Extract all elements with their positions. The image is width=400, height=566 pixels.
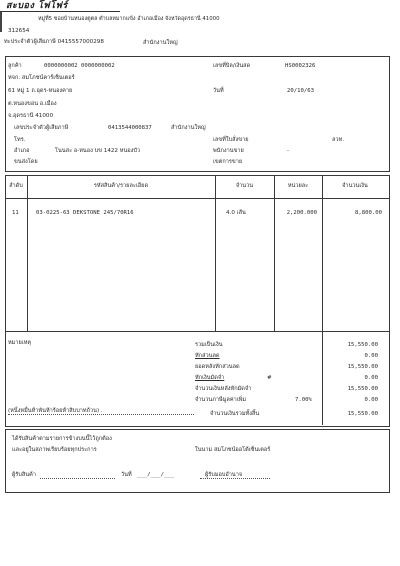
- credit-terms: ลวท.: [332, 137, 345, 143]
- col-divider-4: [322, 175, 323, 331]
- row-unit-price: 2,200.000: [286, 210, 317, 216]
- after-discount-value: 15,550.00: [347, 364, 378, 370]
- receive-date-label: วันที่: [121, 472, 132, 478]
- vat-value: 0.00: [364, 397, 378, 403]
- after-deposit-value: 15,550.00: [347, 386, 378, 392]
- grand-total-value: 15,550.00: [347, 411, 378, 417]
- col-divider-3: [274, 175, 275, 331]
- row-quantity: 4.0 เส้น: [226, 210, 246, 216]
- company-tax-id: ทะประจำตัวผู้เสียภาษี 0415557000298: [4, 39, 104, 45]
- authorized-label: ผู้รับมอบอำนาจ: [205, 472, 243, 478]
- row-amount: 8,800.00: [355, 210, 382, 216]
- col-header-quantity: จำนวน: [235, 183, 254, 189]
- deposit-label: หักเงินมัดจำ: [195, 375, 225, 381]
- customer-address-2: ต.หนองขอน อ.เมือง: [8, 101, 57, 107]
- grand-total-label: จำนวนเงินรวมทั้งสิ้น: [210, 411, 260, 417]
- receiver-label: ผู้รับสินค้า: [12, 472, 36, 478]
- col-divider-2: [215, 175, 216, 331]
- company-phone: 312654: [8, 28, 30, 34]
- customer-code-label: ลูกค้า: [8, 63, 22, 69]
- customer-info-box: [5, 56, 390, 172]
- customer-district-note: โนนสะ อ-หนอง บข 1422 หนองบัว: [55, 148, 141, 154]
- after-deposit-label: จำนวนเงินหลังหักมัดจำ: [195, 386, 252, 392]
- vat-rate: 7.00%: [295, 397, 312, 403]
- sales-zone-label: เขตการขาย: [213, 159, 243, 165]
- amount-in-words: (หนึ่งหมื่นห้าพันห้าร้อยห้าสิบบาทถ้วน) .: [8, 408, 103, 414]
- subtotal-value: 15,550.00: [347, 342, 378, 348]
- customer-tax-branch: สำนักงานใหญ่: [171, 125, 206, 131]
- company-name: สะบอง โฟโฟร์: [6, 1, 68, 11]
- deposit-hash: #: [267, 375, 272, 381]
- salesperson-label: พนักงานขาย: [213, 148, 244, 154]
- col-header-unit-price: หน่วยละ: [287, 183, 309, 189]
- col-divider-1: [27, 175, 28, 331]
- receive-date-blanks: ___/___/___: [137, 472, 175, 478]
- row-number: 11: [12, 210, 19, 216]
- doc-number-label: เลขที่บิล/เงินสด: [213, 63, 251, 69]
- customer-address-3: จ.อุดรธานี 41000: [8, 113, 54, 119]
- customer-name: หจก. สมโภชน์คาร์เซ็นเตอร์: [8, 75, 75, 81]
- deposit-value: 0.00: [364, 375, 378, 381]
- on-behalf-of: ในนาม สมโภชน์ออโต้เซ็นเตอร์: [195, 447, 271, 453]
- salesperson-value: -: [287, 148, 290, 154]
- doc-number: HS0002326: [285, 63, 316, 69]
- customer-address-1: 61 หมู่ 1 ถ.อุดร-หนองคาย: [8, 88, 73, 94]
- customer-tax-id: 0413544000837: [108, 125, 152, 131]
- remarks-label: หมายเหตุ: [8, 340, 32, 346]
- row-description: 03-0225-63 DEKSTONE 245/70R16: [36, 210, 134, 216]
- scan-edge-mark: [0, 12, 2, 32]
- sales-order-label: เลขที่ใบสั่งขาย: [213, 137, 249, 143]
- customer-district-label: อำเภอ: [14, 148, 30, 154]
- discount-value: 0.00: [364, 353, 378, 359]
- vat-label: จำนวนภาษีมูลค่าเพิ่ม: [195, 397, 247, 403]
- company-branch: สำนักงานใหญ่: [143, 40, 178, 46]
- subtotal-label: รวมเป็นเงิน: [195, 342, 223, 348]
- after-discount-label: ยอดหลังหักส่วนลด: [195, 364, 240, 370]
- received-statement-1: ได้รับสินค้าตามรายการข้างบนนี้ไว้ถูกต้อง: [12, 436, 112, 442]
- discount-label: หักส่วนลด: [195, 353, 220, 359]
- received-statement-2: และอยู่ในสภาพเรียบร้อยทุกประการ: [12, 447, 97, 453]
- doc-date: 20/10/63: [287, 88, 314, 94]
- company-address: หมู่ที่5 ซอยบ้านหนองตูตล ตำบลหมากแข้ง อำเภอเมือง จังหวัดอุดรธานี 41000: [38, 16, 220, 22]
- table-header-divider: [5, 198, 389, 199]
- customer-tax-label: เลขประจำตัวผู้เสียภาษี: [14, 125, 69, 131]
- col-header-amount: จำนวนเงิน: [342, 183, 368, 189]
- doc-date-label: วันที่: [213, 88, 224, 94]
- receiver-signature-line: [40, 478, 115, 479]
- col-header-no: ลำดับ: [9, 183, 23, 189]
- customer-code: 0000000002 0000000002: [44, 63, 115, 69]
- col-header-description: รหัสสินค้า/รายละเอียด: [93, 183, 149, 189]
- customer-tel-label: โทร.: [14, 137, 26, 143]
- shipping-label: ขนส่งโดย: [14, 159, 38, 165]
